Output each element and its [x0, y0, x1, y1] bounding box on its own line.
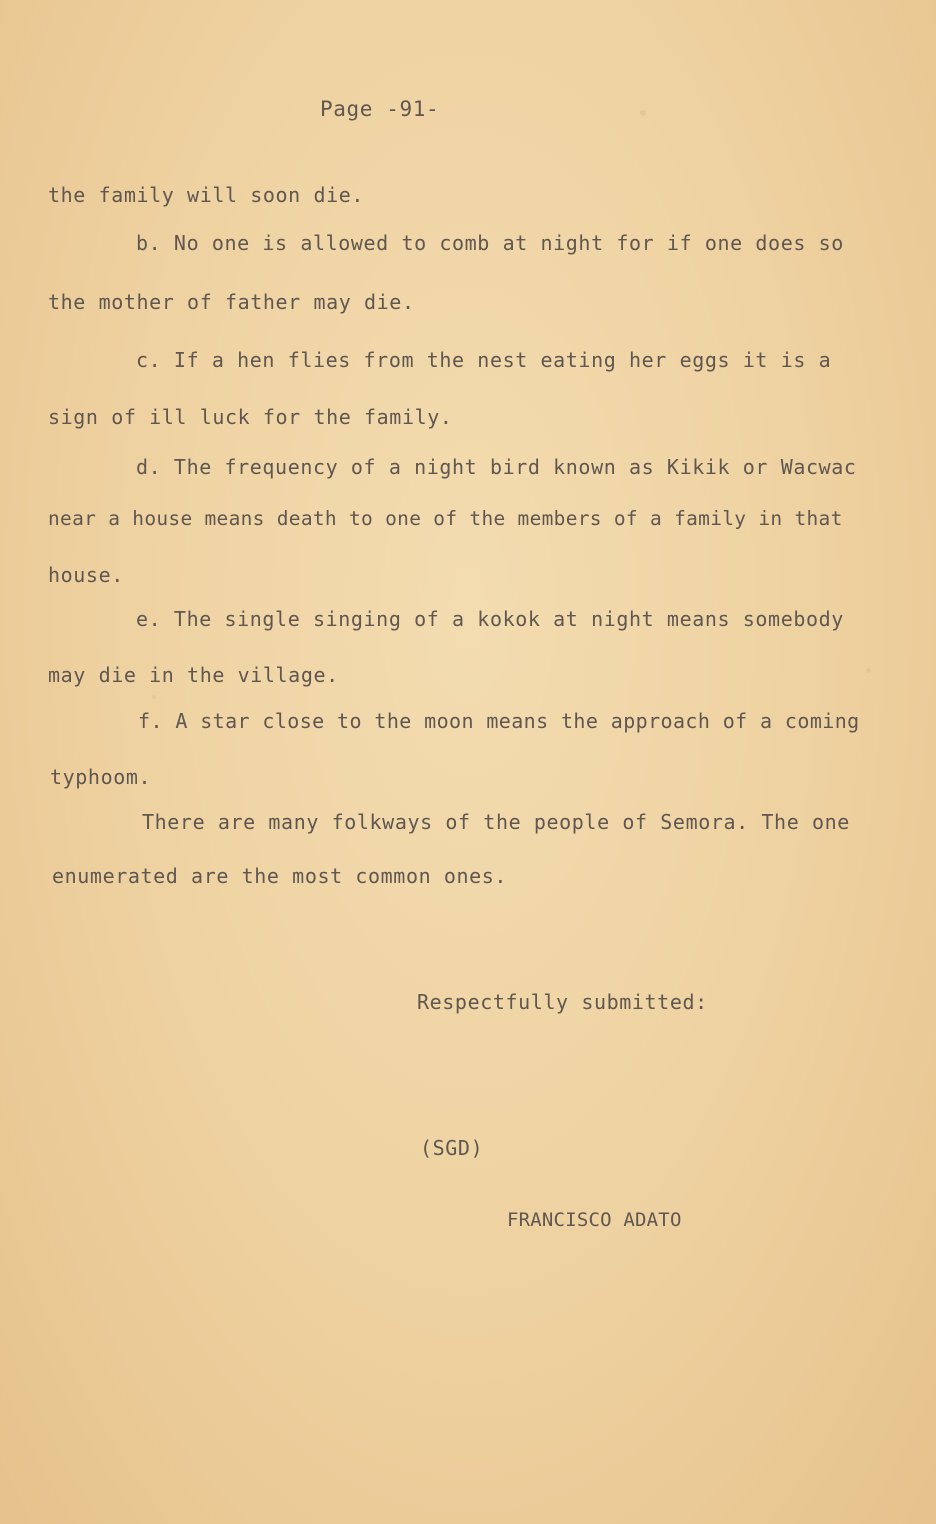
body-line: f. A star close to the moon means the approach of a coming	[138, 709, 860, 733]
signatory-name: FRANCISCO ADATO	[507, 1209, 682, 1231]
body-line: house.	[48, 563, 124, 587]
closing-text: Respectfully submitted:	[417, 990, 708, 1014]
body-line: There are many folkways of the people of Semora. The one	[142, 810, 850, 834]
body-line: near a house means death to one of the members of a family in that	[48, 507, 843, 530]
body-line: d. The frequency of a night bird known as Kikik or Wacwac	[136, 455, 857, 479]
body-line: enumerated are the most common ones.	[52, 864, 508, 888]
body-line: sign of ill luck for the family.	[48, 405, 453, 429]
signed-mark: (SGD)	[420, 1136, 484, 1160]
body-line: b. No one is allowed to comb at night for if one does so	[136, 231, 844, 255]
paper-stain	[152, 695, 156, 699]
body-line: the mother of father may die.	[48, 290, 415, 314]
body-line: typhoom.	[50, 765, 152, 789]
body-line: may die in the village.	[48, 663, 339, 687]
paper-stain	[866, 668, 871, 673]
paper-stain	[640, 110, 646, 116]
body-line: c. If a hen flies from the nest eating her eggs it is a	[136, 348, 832, 372]
body-line: the family will soon die.	[48, 183, 365, 207]
page-number-header: Page -91-	[320, 97, 440, 121]
body-line: e. The single singing of a kokok at night means somebody	[136, 607, 844, 631]
